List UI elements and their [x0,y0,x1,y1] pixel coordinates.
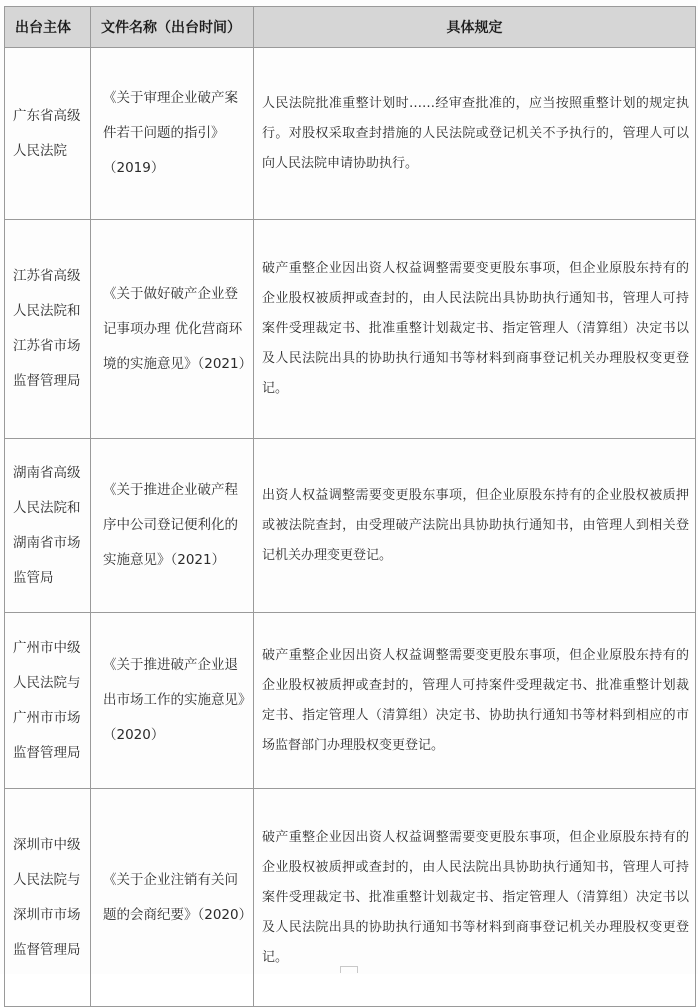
table-header-row [5,7,696,48]
issuer-text: 江苏省高级人民法院和江苏省市场监督管理局 [13,268,81,389]
rule-cell [254,220,696,439]
document-cell [91,613,254,789]
rule-text: 人民法院批准重整计划时……经审查批准的，应当按照重整计划的规定执行。对股权采取查封措施的人民法院或登记机关不予执行的，管理人可以向人民法院申请协助执行。 [262,95,689,171]
rule-text: 破产重整企业因出资人权益调整需要变更股东事项，但企业原股东持有的企业股权被质押或查封的，由人民法院出具协助执行通知书，管理人可持案件受理裁定书、批准重整计划裁定书、指定管理人（清算组）决定书以及人民法院出具的协助执行通知书等材料到商事登记机关办理股权变更登记。 [262,261,689,396]
rule-text: 破产重整企业因出资人权益调整需要变更股东事项，但企业原股东持有的企业股权被质押或查封的，由人民法院出具协助执行通知书，管理人可持案件受理裁定书、批准重整计划裁定书、指定管理人（清算组）决定书以及人民法院出具的协助执行通知书等材料到商事登记机关办理股权变更登记。 [262,829,689,965]
document-text: 《关于审理企业破产案件若干问题的指引》（2019） [103,90,238,176]
rule-text: 破产重整企业因出资人权益调整需要变更股东事项，但企业原股东持有的企业股权被质押或查封的，管理人可持案件受理裁定书、批准重整计划裁定书、指定管理人（清算组）决定书、协助执行通知书等材料到相应的市场监督部门办理股权变更登记。 [262,647,689,753]
document-text: 《关于企业注销有关问题的会商纪要》（2020） [103,871,253,923]
issuer-text: 广州市中级人民法院与广州市市场监督管理局 [13,639,81,761]
regulations-table [4,6,696,1007]
document-text: 《关于推进破产企业退出市场工作的实施意见》（2020） [103,657,245,743]
document-cell [91,48,254,220]
issuer-cell [5,220,91,439]
issuer-cell [5,48,91,220]
issuer-cell [5,613,91,789]
issuer-text: 深圳市中级人民法院与深圳市市场监督管理局 [13,836,81,958]
issuer-text: 广东省高级人民法院 [13,107,81,159]
table-row [5,439,696,613]
table-row [5,220,696,439]
issuer-text: 湖南省高级人民法院和湖南省市场监管局 [13,464,81,586]
table-row [5,48,696,220]
rule-cell [254,613,696,789]
document-text: 《关于推进企业破产程序中公司登记便利化的实施意见》（2021） [103,482,238,568]
document-cell [91,439,254,613]
header-issuer: 出台主体 [5,7,91,48]
rule-text: 出资人权益调整需要变更股东事项，但企业原股东持有的企业股权被质押或被法院查封，由受理破产法院出具协助执行通知书，由管理人到相关登记机关办理变更登记。 [262,487,689,563]
header-document-name: 文件名称（出台时间） [91,7,254,48]
rule-cell [254,439,696,613]
page-edge-mark [340,966,358,973]
table-row [5,613,696,789]
header-specific-rules: 具体规定 [254,7,696,48]
rule-cell [254,48,696,220]
issuer-cell [5,439,91,613]
document-cell [91,220,254,439]
document-text: 《关于做好破产企业登记事项办理 优化营商环境的实施意见》（2021） [103,285,253,372]
